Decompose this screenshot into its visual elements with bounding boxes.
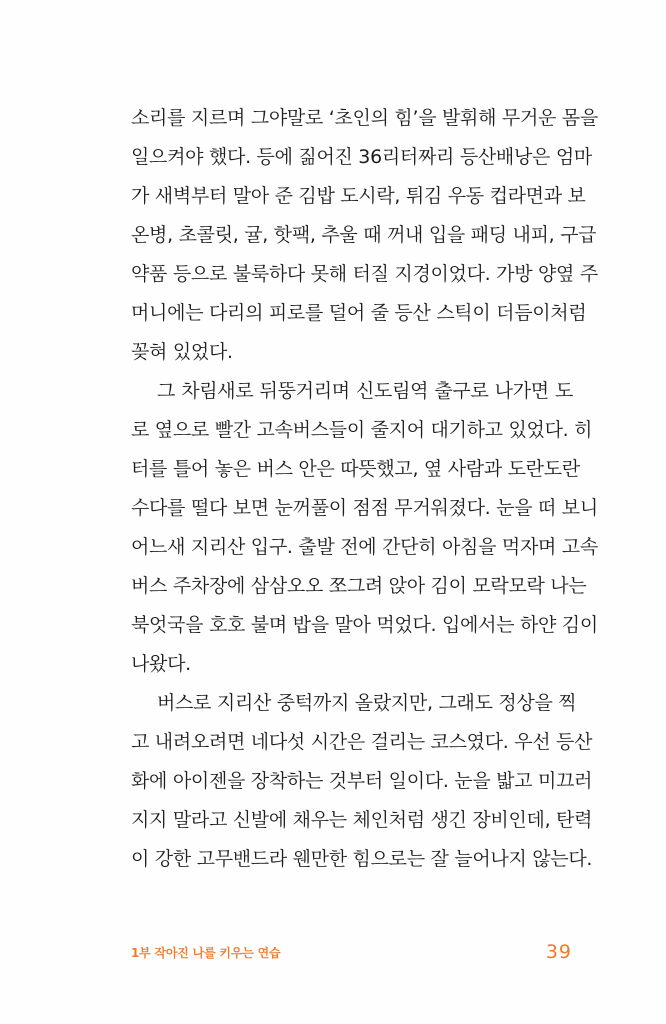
body-text: [131, 99, 598, 879]
text-line: 이 강한 고무밴드라 웬만한 힘으로는 잘 늘어나지 않는다.: [131, 848, 593, 870]
text-line: 북엇국을 호호 불며 밥을 말아 먹었다. 입에서는 하얀 김이: [131, 614, 598, 636]
paragraph-2: [131, 372, 598, 684]
text-line: 고 내려오려면 네다섯 시간은 걸리는 코스였다. 우선 등산: [131, 731, 593, 753]
text-line: 로 옆으로 빨간 고속버스들이 줄지어 대기하고 있었다. 히: [131, 419, 593, 441]
text-line: 온병, 초콜릿, 귤, 핫팩, 추울 때 꺼내 입을 패딩 내피, 구급: [131, 224, 597, 246]
text-line: 꽂혀 있었다.: [131, 341, 233, 363]
running-title: 1부 작아진 나를 키우는 연습: [131, 945, 281, 960]
text-line: 나왔다.: [131, 653, 191, 675]
text-line: 지지 말라고 신발에 채우는 체인처럼 생긴 장비인데, 탄력: [131, 809, 593, 831]
text-line: 일으켜야 했다. 등에 짊어진 36리터짜리 등산배낭은 엄마: [131, 146, 592, 168]
text-line: 어느새 지리산 입구. 출발 전에 간단히 아침을 먹자며 고속: [131, 536, 598, 558]
text-line: 가 새벽부터 말아 준 김밥 도시락, 튀김 우동 컵라면과 보: [131, 185, 586, 207]
page-footer: [131, 938, 572, 966]
text-line: 버스로 지리산 중턱까지 올랐지만, 그래도 정상을 찍: [157, 692, 577, 714]
text-line: 터를 틀어 놓은 버스 안은 따뜻했고, 옆 사람과 도란도란: [131, 458, 580, 480]
text-line: 화에 아이젠을 장착하는 것부터 일이다. 눈을 밟고 미끄러: [131, 770, 593, 792]
text-line: 약품 등으로 불룩하다 못해 터질 지경이었다. 가방 양옆 주: [131, 263, 598, 285]
text-line: 소리를 지르며 그야말로 ‘초인의 힘’을 발휘해 무거운 몸을: [131, 107, 598, 129]
text-line: 그 차림새로 뒤뚱거리며 신도림역 출구로 나가면 도: [157, 380, 573, 402]
paragraph-3: [131, 684, 593, 879]
page-number: 39: [545, 941, 572, 963]
text-line: 버스 주차장에 삼삼오오 쪼그려 앉아 김이 모락모락 나는: [131, 575, 587, 597]
text-line: 수다를 떨다 보면 눈꺼풀이 점점 무거워졌다. 눈을 떠 보니: [131, 497, 598, 519]
paragraph-1: [131, 99, 598, 372]
text-line: 머니에는 다리의 피로를 덜어 줄 등산 스틱이 더듬이처럼: [131, 302, 587, 324]
